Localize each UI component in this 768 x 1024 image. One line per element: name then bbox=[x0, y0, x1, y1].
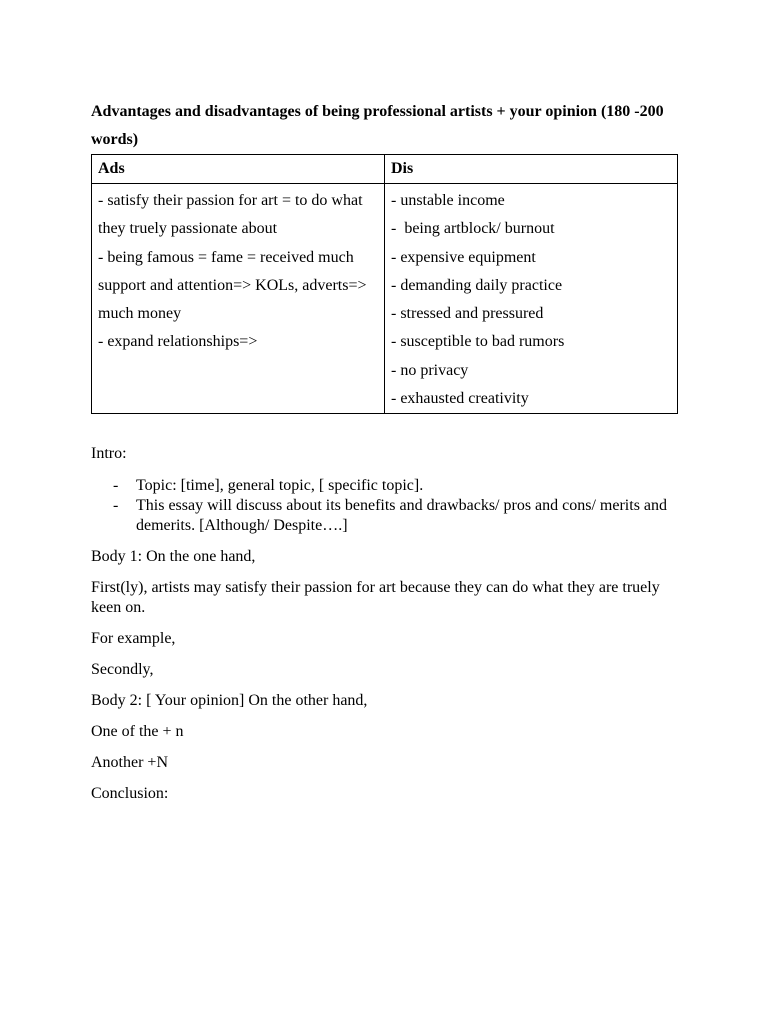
document-page bbox=[91, 98, 678, 815]
ads-item: - expand relationships=> bbox=[98, 333, 258, 351]
dash-bullet: - bbox=[113, 477, 119, 495]
list-item bbox=[91, 476, 678, 496]
page-title: Advantages and disadvantages of being professional artists + your opinion (180 -200 words) bbox=[91, 103, 664, 148]
ads-cell bbox=[92, 184, 385, 414]
table-header-ads: Ads bbox=[92, 155, 385, 184]
paragraph: Secondly, bbox=[91, 661, 154, 679]
dis-item: - no privacy bbox=[391, 361, 469, 379]
dash-bullet: - bbox=[113, 497, 119, 515]
intro-bullet-text: Topic: [time], general topic, [ specific topic]. bbox=[136, 477, 424, 495]
paragraph: For example, bbox=[91, 630, 176, 648]
list-item bbox=[91, 496, 678, 536]
essay-outline bbox=[91, 444, 678, 804]
dis-item: - being artblock/ burnout bbox=[391, 220, 555, 238]
paragraph: One of the + n bbox=[91, 723, 184, 741]
conclusion-heading: Conclusion: bbox=[91, 785, 169, 803]
table-row bbox=[92, 184, 678, 414]
paragraph: Another +N bbox=[91, 754, 169, 772]
body1-heading: Body 1: On the one hand, bbox=[91, 548, 256, 566]
dis-item: - stressed and pressured bbox=[391, 305, 544, 323]
dis-item: - susceptible to bad rumors bbox=[391, 333, 565, 351]
intro-list bbox=[91, 476, 678, 536]
dis-item: - unstable income bbox=[391, 192, 505, 209]
dis-item: - expensive equipment bbox=[391, 248, 536, 266]
intro-label: Intro: bbox=[91, 445, 127, 463]
ads-item: - being famous = fame = received much support and attention=> KOLs, adverts=> much money bbox=[98, 248, 367, 323]
dis-item: - exhausted creativity bbox=[391, 390, 529, 408]
table-header-dis: Dis bbox=[385, 155, 678, 184]
comparison-table bbox=[91, 154, 678, 414]
body2-heading: Body 2: [ Your opinion] On the other hand, bbox=[91, 692, 368, 710]
ads-item: - satisfy their passion for art = to do what they truely passionate about bbox=[98, 192, 363, 238]
dis-cell bbox=[385, 184, 678, 414]
dis-item: - demanding daily practice bbox=[391, 276, 563, 294]
paragraph: First(ly), artists may satisfy their passion for art because they can do what they are truely keen on. bbox=[91, 579, 660, 617]
table-header-row bbox=[92, 155, 678, 184]
intro-bullet-text: This essay will discuss about its benefits and drawbacks/ pros and cons/ merits and demerits. [Although/ Despite….] bbox=[136, 497, 668, 535]
